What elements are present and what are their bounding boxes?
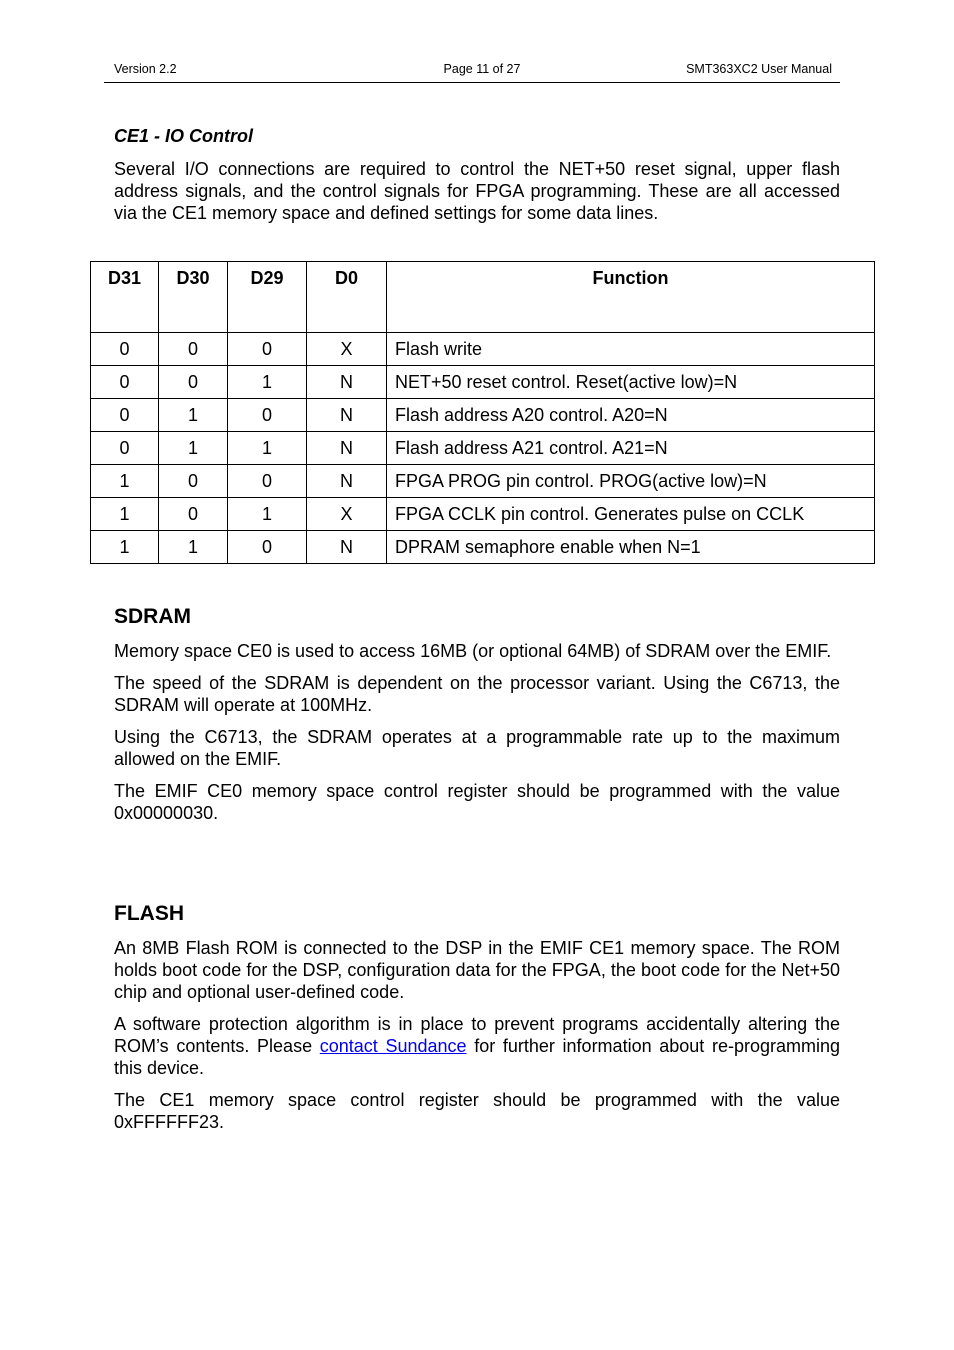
flash-paragraph: An 8MB Flash ROM is connected to the DSP in the EMIF CE1 memory space. The ROM holds boot code for the DSP, configuration data for the FPGA, the boot code for the Net+50 chip and optional user-defined code. xyxy=(114,938,840,1002)
cell-function: Flash address A21 control. A21=N xyxy=(387,432,875,465)
col-header-d30: D30 xyxy=(159,262,228,333)
cell-d29: 1 xyxy=(228,366,307,399)
cell-d29: 0 xyxy=(228,333,307,366)
cell-function: FPGA CCLK pin control. Generates pulse on CCLK xyxy=(387,498,875,531)
sdram-paragraph: The EMIF CE0 memory space control register should be programmed with the value 0x00000030. xyxy=(114,781,840,823)
table-row xyxy=(91,498,875,531)
cell-d30: 0 xyxy=(159,498,228,531)
ce1-intro: Several I/O connections are required to control the NET+50 reset signal, upper flash address signals, and the control signals for FPGA programming. These are all accessed via the CE1 memory space and defined settings for some data lines. xyxy=(114,159,840,223)
sdram-paragraph: The speed of the SDRAM is dependent on the processor variant. Using the C6713, the SDRAM will operate at 100MHz. xyxy=(114,673,840,715)
cell-d30: 0 xyxy=(159,465,228,498)
table-row xyxy=(91,531,875,564)
cell-d31: 1 xyxy=(91,498,159,531)
cell-d0: N xyxy=(307,399,387,432)
col-header-d0: D0 xyxy=(307,262,387,333)
cell-d0: N xyxy=(307,432,387,465)
flash-section xyxy=(114,937,840,1133)
document-title: SMT363XC2 User Manual xyxy=(686,62,832,76)
cell-d29: 0 xyxy=(228,531,307,564)
table-row xyxy=(91,366,875,399)
cell-d0: N xyxy=(307,531,387,564)
cell-d31: 1 xyxy=(91,531,159,564)
sdram-paragraph: Using the C6713, the SDRAM operates at a programmable rate up to the maximum allowed on the EMIF. xyxy=(114,727,840,769)
cell-d31: 0 xyxy=(91,432,159,465)
cell-d30: 0 xyxy=(159,333,228,366)
flash-text: for further information about re-programming this device. xyxy=(114,1036,840,1078)
flash-text: A software protection algorithm is in place to prevent programs accidentally altering the ROM’s contents. Please xyxy=(114,1014,840,1056)
cell-d30: 1 xyxy=(159,531,228,564)
cell-d31: 0 xyxy=(91,399,159,432)
cell-function: DPRAM semaphore enable when N=1 xyxy=(387,531,875,564)
col-header-d31: D31 xyxy=(91,262,159,333)
cell-function: Flash address A20 control. A20=N xyxy=(387,399,875,432)
ce1-io-table xyxy=(90,261,875,564)
version-label: Version 2.2 xyxy=(114,62,177,76)
table-row xyxy=(91,465,875,498)
cell-d30: 1 xyxy=(159,399,228,432)
cell-d31: 0 xyxy=(91,366,159,399)
cell-d0: N xyxy=(307,366,387,399)
ce1-intro-block xyxy=(114,158,840,224)
cell-function: Flash write xyxy=(387,333,875,366)
contact-sundance-link[interactable]: contact Sundance xyxy=(319,1036,467,1056)
cell-d31: 0 xyxy=(91,333,159,366)
cell-d29: 1 xyxy=(228,498,307,531)
cell-d0: X xyxy=(307,333,387,366)
cell-d0: N xyxy=(307,465,387,498)
cell-d29: 0 xyxy=(228,399,307,432)
cell-d30: 1 xyxy=(159,432,228,465)
table-row xyxy=(91,333,875,366)
table-row xyxy=(91,432,875,465)
ce1-heading: CE1 - IO Control xyxy=(114,126,253,146)
page-header xyxy=(104,62,840,83)
table-header-row xyxy=(91,262,875,333)
sdram-title: SDRAM xyxy=(114,605,191,628)
cell-d29: 0 xyxy=(228,465,307,498)
page-number: Page 11 of 27 xyxy=(443,62,521,76)
cell-d0: X xyxy=(307,498,387,531)
flash-paragraph-protection xyxy=(114,1013,840,1079)
table-row xyxy=(91,399,875,432)
sdram-paragraph: Memory space CE0 is used to access 16MB (or optional 64MB) of SDRAM over the EMIF. xyxy=(114,641,832,661)
sdram-section xyxy=(114,640,840,824)
cell-function: NET+50 reset control. Reset(active low)=N xyxy=(387,366,875,399)
flash-title: FLASH xyxy=(114,902,184,925)
flash-paragraph: The CE1 memory space control register should be programmed with the value 0xFFFFFF23. xyxy=(114,1090,840,1132)
col-header-function: Function xyxy=(387,262,875,333)
cell-d29: 1 xyxy=(228,432,307,465)
cell-function: FPGA PROG pin control. PROG(active low)=N xyxy=(387,465,875,498)
cell-d31: 1 xyxy=(91,465,159,498)
cell-d30: 0 xyxy=(159,366,228,399)
col-header-d29: D29 xyxy=(228,262,307,333)
